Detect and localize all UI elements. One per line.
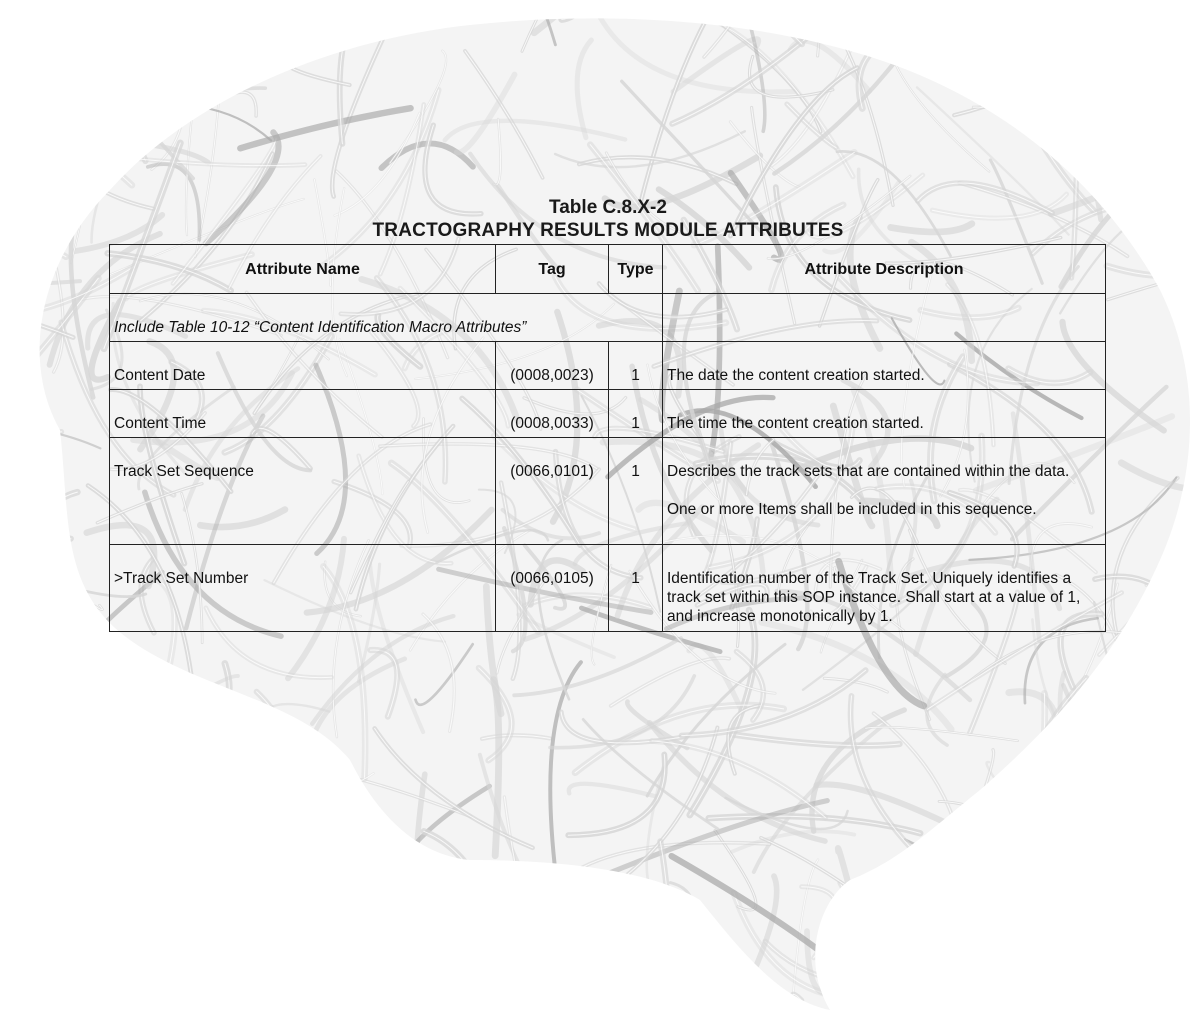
fiber-stroke [642, 933, 709, 964]
fiber-stroke [670, 883, 693, 966]
fiber-stroke [7, 732, 36, 827]
fiber-highlight [7, 732, 36, 827]
fiber-stroke [516, 879, 613, 967]
fiber-stroke [10, 792, 97, 895]
attribute-description [663, 438, 1105, 523]
fiber-highlight [43, 884, 134, 960]
attribute-tag: (0066,0101) [510, 463, 594, 480]
fiber-highlight [1073, 1015, 1117, 1033]
fiber-highlight [28, 432, 62, 515]
fiber-highlight [1036, 0, 1050, 55]
fiber-stroke [939, 801, 1064, 852]
fiber-stroke [1000, 988, 1153, 1033]
fiber-highlight [1141, 798, 1170, 874]
attribute-name: Content Date [114, 367, 206, 384]
column-header-attribute-description: Attribute Description [663, 245, 1106, 294]
fiber-stroke [1036, 0, 1050, 55]
fiber-stroke [1152, 705, 1201, 905]
table-number: Table C.8.X-2 [549, 197, 667, 218]
fiber-highlight [0, 189, 66, 257]
fiber-stroke [98, 878, 290, 898]
table-row-include [110, 294, 1106, 342]
fiber-highlight [145, 22, 286, 57]
fiber-highlight [32, 973, 167, 983]
fiber-highlight [1098, 0, 1133, 14]
fiber-stroke [950, 896, 1103, 1024]
fiber-stroke [68, 1019, 90, 1033]
fiber-highlight [245, 797, 273, 913]
fiber-stroke [124, 697, 162, 894]
fiber-stroke [355, 845, 403, 904]
fiber-stroke [1145, 646, 1201, 715]
fiber-stroke [37, 725, 115, 763]
fiber-stroke [114, 53, 230, 88]
fiber-stroke [63, 0, 169, 97]
fiber-highlight [940, 0, 967, 10]
fiber-stroke [944, 906, 975, 972]
attribute-name: Track Set Sequence [114, 463, 254, 480]
fiber-stroke [975, 802, 1049, 827]
fiber-stroke [725, 0, 808, 11]
fiber-stroke [0, 492, 77, 638]
fiber-stroke [0, 604, 28, 764]
fiber-highlight [873, 897, 972, 935]
fiber-stroke [1084, 710, 1140, 895]
fiber-highlight [1152, 705, 1201, 905]
fiber-highlight [562, 0, 625, 19]
fiber-highlight [895, 920, 1015, 1017]
fiber-stroke [0, 526, 71, 539]
fiber-highlight [159, 983, 268, 1009]
fiber-stroke [1151, 43, 1201, 151]
fiber-stroke [204, 776, 228, 915]
fiber-stroke [1161, 871, 1201, 1033]
fiber-highlight [95, 874, 211, 924]
table-row [110, 545, 1106, 632]
fiber-stroke [443, 880, 501, 914]
fiber-stroke [338, 874, 404, 911]
fiber-stroke [397, 881, 439, 956]
fiber-stroke [1060, 673, 1118, 895]
fiber-highlight [531, 879, 602, 997]
fiber-stroke [68, 0, 146, 161]
fiber-stroke [1094, 602, 1150, 812]
fiber-stroke [948, 908, 1146, 916]
fiber-stroke [1188, 799, 1201, 960]
fiber-stroke [1091, 937, 1201, 1001]
fiber-highlight [1013, 0, 1119, 47]
fiber-stroke [760, 0, 887, 25]
fiber-stroke [1172, 589, 1201, 688]
fiber-stroke [1013, 0, 1119, 47]
fiber-stroke [111, 789, 272, 834]
fiber-highlight [396, 1003, 527, 1033]
fiber-stroke [905, 840, 1067, 916]
fiber-stroke [1180, 689, 1182, 774]
table-row [110, 438, 1106, 545]
fiber-stroke [1078, 65, 1114, 157]
fiber-highlight [335, 956, 375, 1033]
fiber-highlight [61, 134, 132, 185]
fiber-stroke [904, 900, 994, 951]
fiber-stroke [348, 0, 403, 15]
fiber-stroke [337, 921, 500, 975]
fiber-highlight [178, 866, 193, 1033]
fiber-stroke [1010, 907, 1161, 972]
fiber-stroke [983, 840, 1131, 935]
fiber-stroke [103, 929, 133, 1007]
fiber-stroke [275, 909, 334, 1033]
fiber-highlight [337, 921, 500, 975]
fiber-stroke [974, 894, 1109, 1018]
fiber-stroke [531, 879, 602, 997]
fiber-stroke [1138, 935, 1201, 959]
fiber-stroke [25, 90, 97, 184]
fiber-stroke [236, 1000, 337, 1033]
fiber-stroke [977, 941, 1176, 965]
attribute-name: >Track Set Number [114, 570, 249, 587]
fiber-highlight [41, 782, 250, 870]
fiber-stroke [245, 797, 273, 913]
fiber-stroke [1073, 1015, 1117, 1033]
fiber-stroke [96, 0, 261, 75]
fiber-highlight [887, 948, 1024, 1004]
fiber-stroke [313, 805, 332, 917]
fiber-stroke [1063, 685, 1146, 819]
fiber-stroke [325, 880, 462, 906]
fiber-stroke [178, 866, 193, 1033]
fiber-highlight [417, 999, 563, 1033]
fiber-stroke [49, 446, 59, 545]
fiber-stroke [0, 263, 22, 325]
fiber-stroke [145, 22, 286, 57]
fiber-stroke [441, 940, 615, 993]
table-row [110, 342, 1106, 390]
fiber-stroke [1081, 0, 1118, 10]
column-header-tag: Tag [496, 245, 609, 294]
fiber-highlight [355, 845, 403, 904]
fiber-stroke [417, 999, 563, 1033]
column-header-type: Type [609, 245, 663, 294]
fiber-highlight [111, 789, 272, 834]
fiber-highlight [1138, 0, 1201, 45]
fiber-highlight [1155, 859, 1201, 902]
fiber-stroke [33, 768, 74, 846]
attribute-type: 1 [631, 367, 640, 384]
fiber-stroke [940, 0, 967, 10]
fiber-stroke [1098, 0, 1133, 14]
fiber-highlight [68, 0, 146, 161]
fiber-stroke [396, 1003, 527, 1033]
fiber-stroke [239, 988, 306, 1033]
fiber-stroke [159, 983, 268, 1009]
fiber-stroke [415, 897, 629, 911]
fiber-stroke [61, 134, 132, 185]
fiber-stroke [295, 830, 376, 947]
fiber-stroke [32, 973, 167, 983]
fiber-stroke [1010, 42, 1145, 91]
fiber-highlight [516, 879, 613, 967]
attribute-description: Identification number of the Track Set. Uniquely identifies a track set within this SOP instance. Shall start at a value of 1, and increase monotonically by 1. [667, 570, 1081, 625]
fiber-highlight [63, 0, 169, 97]
fiber-stroke [46, 730, 137, 746]
fiber-stroke [0, 769, 24, 857]
fiber-stroke [219, 829, 356, 903]
description-paragraph: One or more Items shall be included in this sequence. [667, 501, 1037, 518]
fiber-stroke [1043, 782, 1128, 819]
fiber-highlight [950, 896, 1103, 1024]
attributes-table [109, 244, 1106, 632]
fiber-stroke [300, 830, 390, 951]
fiber-highlight [1185, 556, 1201, 659]
attribute-tag: (0008,0033) [510, 415, 594, 432]
fiber-highlight [979, 844, 1123, 865]
fiber-stroke [105, 853, 244, 890]
fiber-highlight [472, 890, 478, 990]
fiber-stroke [160, 814, 224, 849]
attribute-name: Content Time [114, 415, 207, 432]
fiber-stroke [95, 874, 211, 924]
fiber-highlight [208, 723, 247, 783]
fiber-highlight [1091, 937, 1201, 1001]
fiber-highlight [1188, 799, 1201, 960]
fiber-highlight [219, 829, 356, 903]
fiber-stroke [45, 656, 117, 716]
fiber-stroke [1136, 586, 1201, 624]
attribute-type: 1 [631, 415, 640, 432]
fiber-stroke [1153, 697, 1185, 924]
fiber-stroke [1141, 798, 1170, 874]
fiber-highlight [119, 61, 209, 110]
fiber-stroke [1138, 0, 1201, 45]
fiber-stroke [895, 920, 1015, 1017]
fiber-stroke [1118, 708, 1194, 808]
fiber-highlight [0, 728, 39, 830]
fiber-stroke [887, 948, 1024, 1004]
fiber-stroke [472, 890, 478, 990]
attribute-tag: (0008,0023) [510, 367, 594, 384]
fiber-stroke [41, 782, 250, 870]
fiber-highlight [232, 34, 372, 49]
attribute-description: The time the content creation started. [667, 415, 924, 432]
fiber-stroke [1028, 0, 1134, 46]
fiber-highlight [1028, 0, 1134, 46]
attribute-type: 1 [631, 570, 640, 587]
fiber-highlight [213, 938, 360, 1006]
fiber-stroke [1026, 1001, 1071, 1033]
fiber-stroke [871, 889, 911, 990]
fiber-stroke [873, 897, 972, 935]
fiber-stroke [1155, 859, 1201, 902]
fiber-highlight [939, 801, 1064, 852]
fiber-highlight [0, 526, 71, 539]
fiber-stroke [867, 986, 1091, 1033]
fiber-stroke [305, 798, 341, 985]
fiber-stroke [558, 0, 675, 17]
fiber-stroke [964, 866, 1134, 998]
table-row [110, 390, 1106, 438]
fiber-stroke [35, 999, 70, 1033]
fiber-stroke [0, 16, 25, 65]
fiber-stroke [1144, 154, 1201, 208]
fiber-stroke [293, 840, 316, 925]
fiber-highlight [33, 768, 74, 846]
fiber-highlight [974, 894, 1109, 1018]
fiber-highlight [840, 883, 963, 971]
fiber-stroke [506, 881, 525, 1015]
fiber-stroke [0, 189, 66, 257]
description-paragraph: Describes the track sets that are contained within the data. [667, 463, 1070, 480]
fiber-stroke [213, 938, 360, 1006]
fiber-stroke [94, 676, 238, 762]
table-header-row [110, 245, 1106, 294]
fiber-stroke [181, 995, 197, 1033]
fiber-highlight [0, 888, 70, 1008]
fiber-highlight [0, 905, 32, 946]
fiber-highlight [94, 0, 180, 62]
fiber-stroke [979, 844, 1123, 865]
fiber-stroke [965, 875, 1091, 920]
fiber-stroke [1099, 826, 1201, 929]
fiber-highlight [239, 988, 306, 1033]
fiber-highlight [105, 853, 244, 890]
fiber-stroke [954, 16, 1123, 115]
fiber-stroke [0, 728, 39, 830]
table-title: TRACTOGRAPHY RESULTS MODULE ATTRIBUTES [372, 220, 844, 241]
fiber-stroke [562, 0, 625, 19]
fiber-stroke [824, 0, 901, 14]
fiber-highlight [1026, 1001, 1071, 1033]
fiber-stroke [1185, 556, 1201, 659]
fiber-highlight [0, 492, 77, 638]
attribute-type: 1 [631, 463, 640, 480]
fiber-stroke [43, 884, 134, 960]
fiber-highlight [1010, 42, 1145, 91]
fiber-stroke [835, 0, 1012, 25]
fiber-highlight [1180, 689, 1182, 774]
fiber-highlight [1043, 782, 1128, 819]
fiber-highlight [1000, 988, 1153, 1033]
fiber-stroke [94, 0, 180, 62]
fiber-highlight [642, 933, 709, 964]
fiber-stroke [0, 888, 70, 1008]
fiber-highlight [954, 16, 1123, 115]
fiber-stroke [28, 432, 62, 515]
include-macro-text: Include Table 10-12 “Content Identification Macro Attributes” [114, 319, 527, 336]
fiber-highlight [506, 881, 525, 1015]
fiber-stroke [232, 34, 372, 49]
attribute-description: The date the content creation started. [667, 367, 925, 384]
fiber-highlight [968, 807, 1026, 861]
fiber-stroke [0, 940, 25, 1033]
fiber-stroke [335, 956, 375, 1033]
fiber-highlight [964, 866, 1134, 998]
fiber-stroke [686, 1000, 871, 1033]
fiber-stroke [34, 690, 241, 755]
attribute-tag: (0066,0105) [510, 570, 594, 587]
fiber-stroke [395, 928, 477, 984]
fiber-highlight [1153, 697, 1185, 924]
fiber-stroke [968, 807, 1026, 861]
column-header-attribute-name: Attribute Name [110, 245, 496, 294]
fiber-stroke [119, 61, 209, 110]
fiber-highlight [98, 878, 290, 898]
fiber-stroke [0, 112, 28, 232]
fiber-stroke [840, 883, 963, 971]
fiber-stroke [208, 723, 247, 783]
fiber-stroke [237, 792, 319, 912]
fiber-stroke [23, 637, 99, 684]
fiber-highlight [160, 814, 224, 849]
fiber-highlight [237, 792, 319, 912]
fiber-highlight [338, 874, 404, 911]
fiber-highlight [0, 940, 25, 1033]
fiber-highlight [325, 880, 462, 906]
fiber-stroke [0, 627, 50, 794]
fiber-stroke [0, 905, 32, 946]
fiber-stroke [578, 969, 638, 1028]
fiber-stroke [0, 434, 44, 626]
